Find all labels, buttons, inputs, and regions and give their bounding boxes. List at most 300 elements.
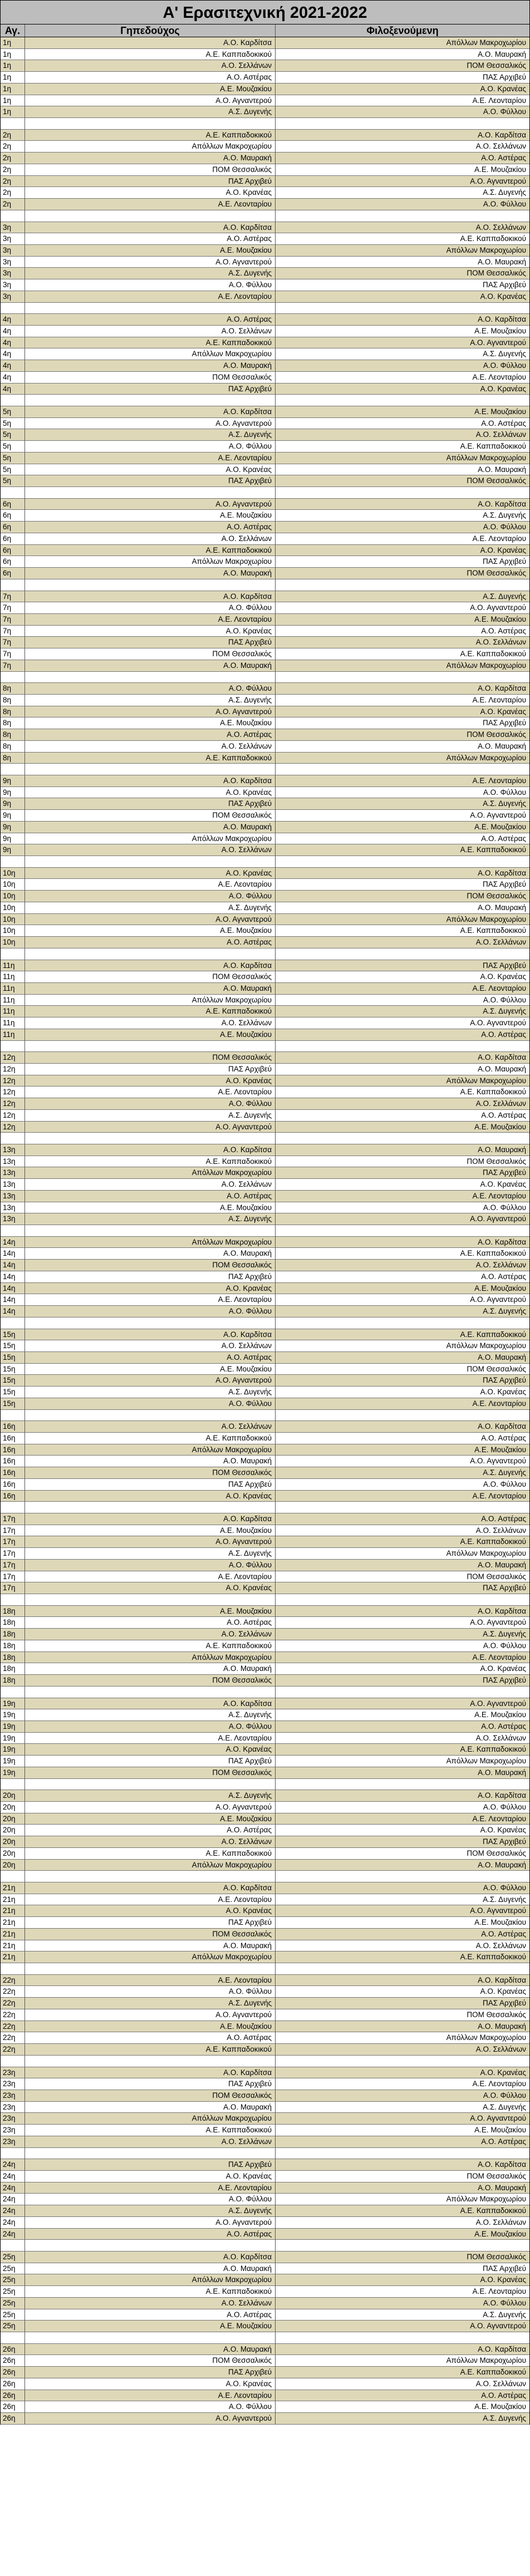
table-row [0,1087,530,1098]
empty-cell [1,118,25,130]
round-cell: 4η [1,337,25,349]
empty-cell [1,672,25,684]
home-team-cell: ΠΑΣ Αρχιβεύ [25,1271,276,1283]
home-team-cell: Α.Ε. Μουζακίου [25,717,276,729]
table-row [0,844,530,856]
table-row [0,257,530,268]
round-cell: 18η [1,1663,25,1675]
round-cell: 25η [1,2309,25,2321]
header-home: Γηπεδούχος [25,24,276,37]
empty-cell [276,303,529,314]
table-row [0,1802,530,1813]
away-team-cell: Α.Ο. Φύλλου [276,787,529,799]
home-team-cell: Α.Ο. Αστέρας [25,1191,276,1202]
away-team-cell: Α.Ο. Μαυρακή [276,49,529,61]
home-team-cell: Α.Σ. Δυγενής [25,1110,276,1122]
round-separator [0,395,530,406]
table-row [0,2182,530,2194]
table-row [0,1940,530,1952]
home-team-cell: Απόλλων Μακροχωρίου [25,833,276,845]
away-team-cell: Α.Ο. Κρανέας [276,384,529,395]
away-team-cell: Α.Ο. Καρδίτσα [276,2344,529,2356]
away-team-cell: Α.Ο. Αστέρας [276,418,529,430]
home-team-cell: Α.Ε. Καππαδοκικού [25,545,276,557]
table-row [0,2344,530,2356]
home-team-cell: Α.Ο. Μαυρακή [25,568,276,579]
round-cell: 24η [1,2194,25,2205]
home-team-cell: Α.Ο. Καρδίτσα [25,1513,276,1525]
round-cell: 11η [1,983,25,995]
home-team-cell: ΠΟΜ Θεσσαλικός [25,810,276,822]
away-team-cell: Α.Ο. Καρδίτσα [276,130,529,141]
away-team-cell: Α.Ο. Φύλλου [276,1202,529,1214]
table-row [0,1237,530,1248]
round-cell: 15η [1,1364,25,1375]
home-team-cell: Α.Ο. Μαυρακή [25,2263,276,2275]
empty-cell [276,2240,529,2251]
round-cell: 12η [1,1110,25,1122]
away-team-cell: Α.Ο. Αστέρας [276,1110,529,1122]
away-team-cell: Α.Σ. Δυγενής [276,798,529,810]
home-team-cell: Α.Ο. Μαυρακή [25,2102,276,2113]
table-row [0,2390,530,2402]
round-cell: 19η [1,1756,25,1767]
round-cell: 18η [1,1640,25,1652]
table-row [0,2021,530,2033]
table-row [0,1491,530,1502]
empty-cell [25,1133,276,1144]
empty-cell [1,2332,25,2344]
round-cell: 9η [1,822,25,833]
table-row [0,1617,530,1629]
home-team-cell: ΠΟΜ Θεσσαλικός [25,971,276,983]
home-team-cell: ΠΑΣ Αρχιβεύ [25,475,276,487]
empty-cell [1,1410,25,1422]
empty-cell [1,303,25,314]
home-team-cell: Α.Ο. Κρανέας [25,2171,276,2182]
away-team-cell: Α.Ο. Αστέρας [276,1929,529,1940]
away-team-cell: Α.Ε. Μουζακίου [276,1283,529,1295]
empty-cell [276,1133,529,1144]
round-cell: 21η [1,1929,25,1940]
round-separator [0,2148,530,2160]
table-row [0,1352,530,1364]
table-row [0,72,530,83]
table-row [0,1998,530,2009]
home-team-cell: Α.Σ. Δυγενής [25,429,276,441]
home-team-cell: Α.Σ. Δυγενής [25,695,276,706]
home-team-cell: Α.Ε. Καππαδοκικού [25,753,276,764]
round-cell: 20η [1,1813,25,1825]
away-team-cell: Α.Ο. Καρδίτσα [276,1237,529,1248]
away-team-cell: Α.Ο. Αστέρας [276,2390,529,2402]
empty-cell [276,1502,529,1513]
home-team-cell: ΠΟΜ Θεσσαλικός [25,2090,276,2102]
table-row [0,1986,530,1998]
round-cell: 16η [1,1421,25,1433]
home-team-cell: Α.Ο. Καρδίτσα [25,222,276,234]
away-team-cell: Α.Ο. Φύλλου [276,995,529,1006]
away-team-cell: Α.Ο. Σελλάνων [276,1260,529,1271]
table-row [0,1848,530,1860]
empty-cell [25,1410,276,1422]
round-cell: 14η [1,1248,25,1260]
table-row [0,683,530,695]
empty-cell [1,1963,25,1975]
round-cell: 20η [1,1790,25,1802]
away-team-cell: Α.Ο. Καρδίτσα [276,1606,529,1618]
table-row [0,568,530,579]
away-team-cell: Α.Ο. Αγναντερού [276,1617,529,1629]
round-cell: 20η [1,1825,25,1836]
home-team-cell: Α.Ο. Καρδίτσα [25,591,276,603]
away-team-cell: Απόλλων Μακροχωρίου [276,1548,529,1560]
round-cell: 16η [1,1479,25,1491]
round-cell: 10η [1,937,25,948]
away-team-cell: Α.Ο. Αστέρας [276,1721,529,1733]
away-team-cell: ΠΟΜ Θεσσαλικός [276,1156,529,1168]
home-team-cell: Α.Ο. Αγναντερού [25,1536,276,1548]
away-team-cell: Α.Ε. Λεονταρίου [276,372,529,384]
round-cell: 25η [1,2263,25,2275]
home-team-cell: Α.Ο. Κρανέας [25,187,276,199]
away-team-cell: Α.Σ. Δυγενής [276,510,529,522]
away-team-cell: ΠΑΣ Αρχιβεύ [276,1375,529,1387]
empty-cell [25,1963,276,1975]
home-team-cell: Απόλλων Μακροχωρίου [25,1860,276,1871]
away-team-cell: Α.Ο. Κρανέας [276,971,529,983]
round-cell: 8η [1,695,25,706]
table-row [0,1006,530,1017]
round-cell: 14η [1,1283,25,1295]
round-cell: 15η [1,1375,25,1387]
home-team-cell: Α.Ο. Φύλλου [25,602,276,614]
round-cell: 21η [1,1951,25,1963]
round-separator [0,1133,530,1144]
round-cell: 17η [1,1525,25,1537]
round-cell: 4η [1,314,25,326]
home-team-cell: Α.Ο. Μαυρακή [25,360,276,372]
table-header [0,24,530,37]
home-team-cell: Α.Ε. Μουζακίου [25,1202,276,1214]
table-row [0,1156,530,1168]
home-team-cell: Α.Ε. Λεονταρίου [25,2390,276,2402]
round-cell: 13η [1,1191,25,1202]
away-team-cell: Α.Ε. Καππαδοκικού [276,1744,529,1756]
round-cell: 24η [1,2159,25,2171]
table-row [0,1456,530,1467]
home-team-cell: Α.Ο. Αγναντερού [25,2413,276,2425]
away-team-cell: ΠΑΣ Αρχιβεύ [276,556,529,568]
away-team-cell: ΠΟΜ Θεσσαλικός [276,568,529,579]
home-team-cell: Α.Ο. Φύλλου [25,2401,276,2413]
home-team-cell: Α.Ο. Αστέρας [25,937,276,948]
empty-cell [25,1318,276,1329]
away-team-cell: Α.Ο. Μαυρακή [276,1144,529,1156]
home-team-cell: Α.Ε. Καππαδοκικού [25,1640,276,1652]
table-row [0,2090,530,2102]
home-team-cell: Α.Ο. Κρανέας [25,1075,276,1087]
away-team-cell: Α.Ο. Φύλλου [276,106,529,118]
table-row [0,1387,530,1398]
round-cell: 21η [1,1894,25,1906]
away-team-cell: Α.Ο. Αγναντερού [276,2321,529,2332]
table-row [0,2217,530,2229]
away-team-cell: Α.Ο. Αγναντερού [276,2113,529,2125]
away-team-cell: Απόλλων Μακροχωρίου [276,453,529,464]
away-team-cell: Α.Ε. Καππαδοκικού [276,233,529,245]
round-cell: 12η [1,1075,25,1087]
round-separator [0,672,530,684]
round-separator [0,2240,530,2251]
table-row [0,2125,530,2136]
round-cell: 3η [1,222,25,234]
away-team-cell: Α.Ο. Αστέρας [276,1271,529,1283]
home-team-cell: Α.Ο. Φύλλου [25,441,276,453]
table-row [0,602,530,614]
home-team-cell: Α.Ο. Φύλλου [25,1398,276,1410]
round-cell: 23η [1,2067,25,2079]
empty-cell [25,118,276,130]
table-row [0,187,530,199]
empty-cell [276,1594,529,1606]
away-team-cell: Α.Ο. Σελλάνων [276,141,529,153]
round-cell: 16η [1,1491,25,1502]
round-cell: 18η [1,1617,25,1629]
table-row [0,1640,530,1652]
away-team-cell: Απόλλων Μακροχωρίου [276,1340,529,1352]
home-team-cell: Α.Ο. Φύλλου [25,1986,276,1998]
round-cell: 14η [1,1260,25,1271]
home-team-cell: ΠΟΜ Θεσσαλικός [25,1675,276,1687]
home-team-cell: Απόλλων Μακροχωρίου [25,141,276,153]
round-cell: 13η [1,1213,25,1225]
table-row [0,1975,530,1987]
home-team-cell: Α.Ε. Μουζακίου [25,2321,276,2332]
round-cell: 19η [1,1733,25,1744]
round-cell: 10η [1,902,25,914]
table-row [0,891,530,902]
empty-cell [25,2148,276,2160]
table-row [0,268,530,279]
away-team-cell: ΠΟΜ Θεσσαλικός [276,1571,529,1583]
round-cell: 14η [1,1294,25,1306]
home-team-cell: Α.Σ. Δυγενής [25,268,276,279]
home-team-cell: Α.Ο. Κρανέας [25,1744,276,1756]
home-team-cell: Α.Ε. Λεονταρίου [25,614,276,626]
table-row [0,2078,530,2090]
home-team-cell: Α.Ο. Καρδίτσα [25,775,276,787]
table-row [0,1202,530,1214]
table-row [0,1951,530,1963]
round-cell: 1η [1,72,25,83]
table-row [0,429,530,441]
away-team-cell: Α.Ε. Μουζακίου [276,164,529,176]
home-team-cell: Α.Ο. Μαυρακή [25,1940,276,1952]
away-team-cell: Α.Ο. Αγναντερού [276,1905,529,1917]
table-row [0,499,530,510]
round-cell: 8η [1,706,25,718]
round-cell: 14η [1,1271,25,1283]
home-team-cell: ΠΑΣ Αρχιβεύ [25,1064,276,1075]
home-team-cell: Α.Ο. Αστέρας [25,314,276,326]
table-row [0,2355,530,2367]
round-separator [0,1963,530,1975]
round-separator [0,1779,530,1791]
away-team-cell: Α.Ο. Κρανέας [276,1179,529,1191]
home-team-cell: Α.Ο. Φύλλου [25,279,276,291]
table-row [0,522,530,533]
empty-cell [276,1225,529,1237]
home-team-cell: Α.Ο. Μαυρακή [25,1248,276,1260]
away-team-cell: ΠΑΣ Αρχιβεύ [276,960,529,972]
table-row [0,2401,530,2413]
home-team-cell: Α.Ο. Καρδίτσα [25,960,276,972]
home-team-cell: Α.Σ. Δυγενής [25,1213,276,1225]
table-row [0,245,530,257]
home-team-cell: Απόλλων Μακροχωρίου [25,1167,276,1179]
home-team-cell: Απόλλων Μακροχωρίου [25,348,276,360]
home-team-cell: ΠΑΣ Αρχιβεύ [25,798,276,810]
home-team-cell: ΠΑΣ Αρχιβεύ [25,637,276,648]
round-cell: 19η [1,1698,25,1710]
away-team-cell: Α.Ο. Κρανέας [276,83,529,95]
away-team-cell: Α.Ο. Μαυρακή [276,1064,529,1075]
empty-cell [25,395,276,406]
away-team-cell: Α.Ε. Καππαδοκικού [276,925,529,937]
round-cell: 23η [1,2078,25,2090]
header-away: Φιλοξενούμενη [366,25,439,36]
away-team-cell: Α.Ο. Κρανέας [276,1663,529,1675]
table-row [0,2009,530,2021]
away-team-cell: Α.Ε. Μουζακίου [276,1122,529,1133]
home-team-cell: Α.Ε. Καππαδοκικού [25,1848,276,1860]
table-row [0,1582,530,1594]
round-cell: 14η [1,1237,25,1248]
home-team-cell: Απόλλων Μακροχωρίου [25,995,276,1006]
round-cell: 22η [1,2021,25,2033]
home-team-cell: Α.Ο. Σελλάνων [25,2136,276,2148]
home-team-cell: Απόλλων Μακροχωρίου [25,556,276,568]
round-cell: 10η [1,925,25,937]
round-cell: 18η [1,1652,25,1664]
table-row [0,1248,530,1260]
home-team-cell: ΠΟΜ Θεσσαλικός [25,648,276,660]
round-cell: 22η [1,1975,25,1987]
table-row [0,348,530,360]
table-row [0,1098,530,1110]
away-team-cell: Α.Ο. Αγναντερού [276,1294,529,1306]
home-team-cell: Α.Σ. Δυγενής [25,1709,276,1721]
table-row [0,1052,530,1064]
empty-cell [276,2056,529,2067]
table-row [0,1122,530,1133]
round-cell: 21η [1,1905,25,1917]
table-row [0,337,530,349]
home-team-cell: ΠΟΜ Θεσσαλικός [25,1767,276,1779]
away-team-cell: Α.Ε. Λεονταρίου [276,1398,529,1410]
table-row [0,960,530,972]
empty-cell [25,1779,276,1791]
away-team-cell: Α.Ο. Σελλάνων [276,937,529,948]
home-team-cell: Α.Ε. Μουζακίου [25,510,276,522]
round-cell: 18η [1,1606,25,1618]
home-team-cell: Α.Ε. Μουζακίου [25,83,276,95]
away-team-cell: Α.Ε. Καππαδοκικού [276,648,529,660]
table-row [0,441,530,453]
table-row [0,1167,530,1179]
round-cell: 4η [1,326,25,337]
table-row [0,2367,530,2378]
table-row [0,326,530,337]
away-team-cell: Α.Ο. Αγναντερού [276,1698,529,1710]
home-team-cell: Α.Ο. Αγναντερού [25,914,276,926]
away-team-cell: Α.Ο. Κρανέας [276,706,529,718]
home-team-cell: Α.Σ. Δυγενής [25,1387,276,1398]
away-team-cell: Α.Ο. Καρδίτσα [276,314,529,326]
table-row [0,372,530,384]
table-row [0,1560,530,1571]
away-team-cell: Α.Ε. Λεονταρίου [276,95,529,107]
round-separator [0,1871,530,1882]
home-team-cell: Α.Ε. Μουζακίου [25,245,276,257]
home-team-cell: Α.Ο. Μαυρακή [25,153,276,164]
home-team-cell: ΠΟΜ Θεσσαλικός [25,1260,276,1271]
round-separator [0,856,530,868]
round-cell: 12η [1,1064,25,1075]
empty-cell [25,1871,276,1882]
empty-cell [276,210,529,222]
table-row [0,141,530,153]
table-row [0,741,530,753]
table-row [0,1733,530,1744]
empty-cell [276,948,529,960]
round-cell: 15η [1,1387,25,1398]
away-team-cell: Απόλλων Μακροχωρίου [276,914,529,926]
home-team-cell: Α.Ε. Λεονταρίου [25,291,276,303]
home-team-cell: Α.Σ. Δυγενής [25,1998,276,2009]
away-team-cell: Α.Ο. Αστέρας [276,2136,529,2148]
table-row [0,418,530,430]
home-team-cell: Α.Ο. Σελλάνων [25,2298,276,2309]
table-row [0,2171,530,2182]
home-team-cell: ΠΑΣ Αρχιβεύ [25,2078,276,2090]
away-team-cell: Απόλλων Μακροχωρίου [276,2355,529,2367]
table-row [0,199,530,210]
round-cell: 24η [1,2205,25,2217]
empty-cell [1,1871,25,1882]
away-team-cell: Α.Ο. Μαυρακή [276,1352,529,1364]
home-team-cell: Α.Ο. Σελλάνων [25,1179,276,1191]
home-team-cell: Α.Ο. Κρανέας [25,2378,276,2390]
home-team-cell: Α.Ο. Αγναντερού [25,1122,276,1133]
header-round: Αγ. [1,24,25,37]
home-team-cell: Α.Ο. Σελλάνων [25,1340,276,1352]
table-row [0,1433,530,1444]
home-team-cell: ΠΑΣ Αρχιβεύ [25,2159,276,2171]
empty-cell [25,579,276,591]
table-row [0,1836,530,1848]
round-cell: 25η [1,2286,25,2298]
round-cell: 9η [1,787,25,799]
away-team-cell: Α.Ο. Φύλλου [276,1640,529,1652]
home-team-cell: Απόλλων Μακροχωρίου [25,2113,276,2125]
table-row [0,2263,530,2275]
round-cell: 6η [1,510,25,522]
table-row [0,2136,530,2148]
away-team-cell: Α.Ο. Μαυρακή [276,902,529,914]
home-team-cell: Α.Σ. Δυγενής [25,1790,276,1802]
